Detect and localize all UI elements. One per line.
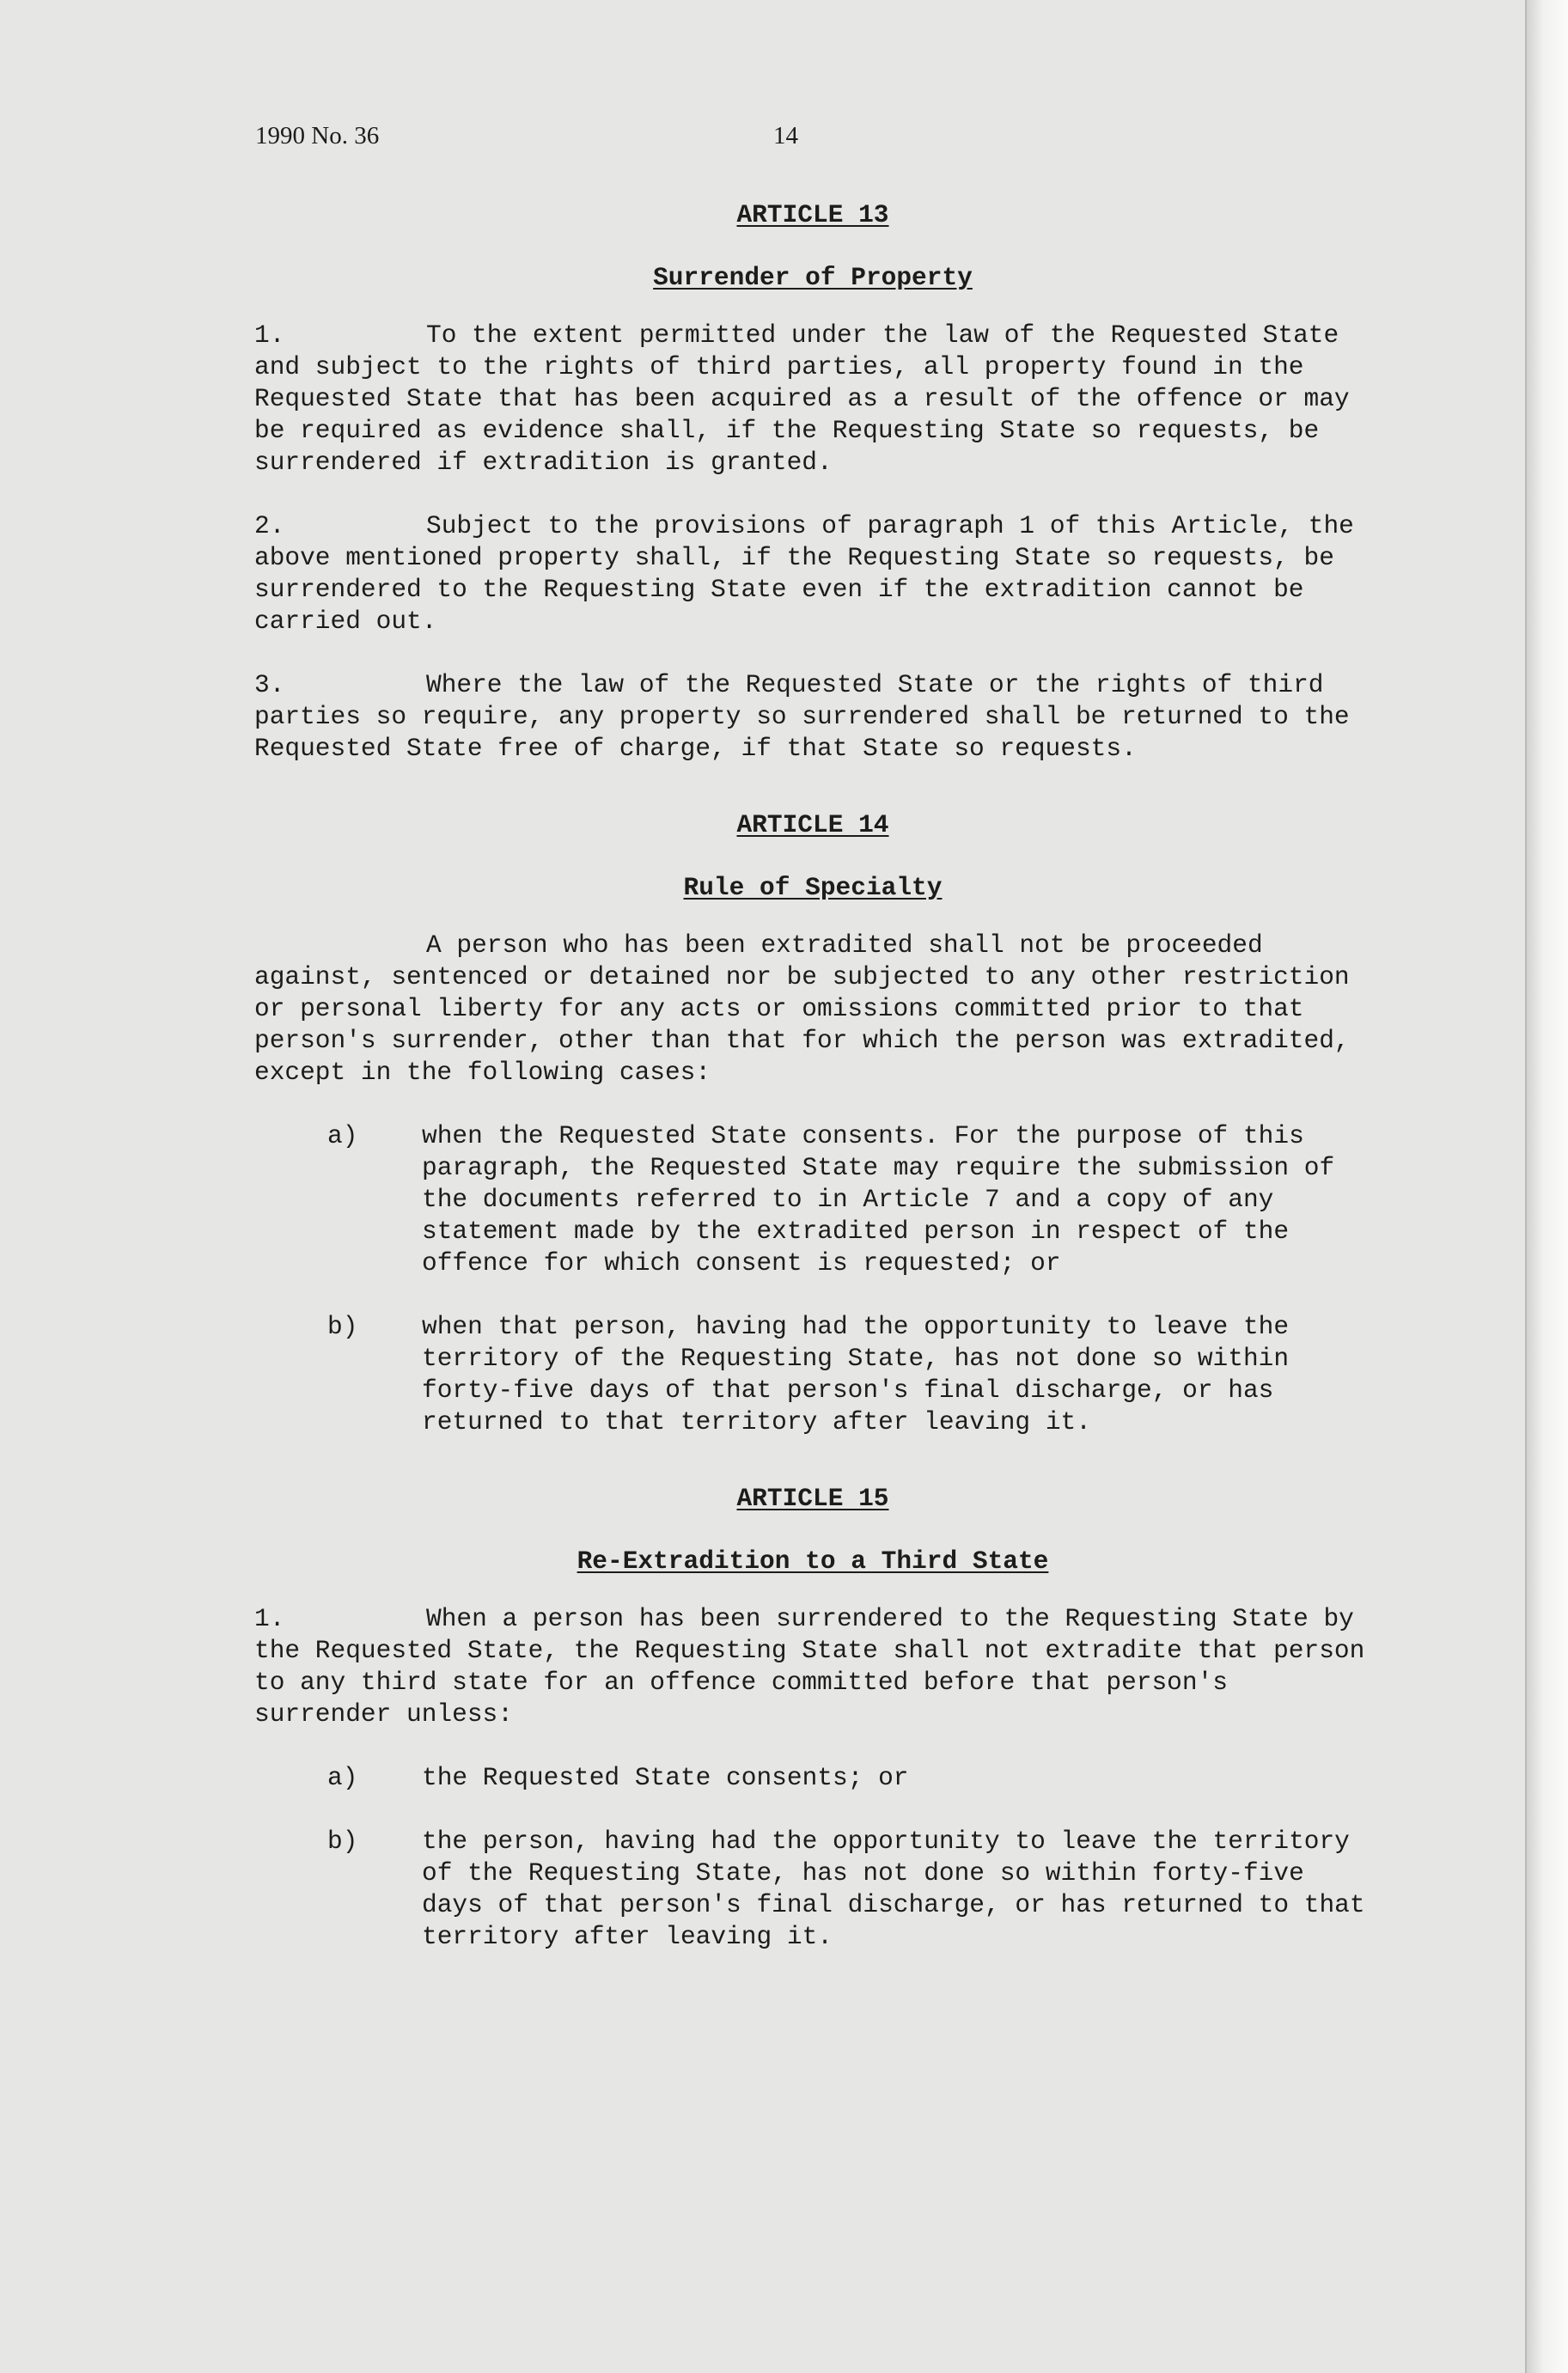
paragraph-number: 3. — [254, 670, 285, 699]
publication-reference: 1990 No. 36 — [255, 122, 380, 149]
article-13-title: Surrender of Property — [653, 263, 973, 292]
article-13-paragraph-3 — [254, 669, 1371, 765]
item-label: a) — [327, 1763, 358, 1792]
paragraph-number: 1. — [254, 1604, 285, 1633]
item-text: the person, having had the opportunity to leave the territory of the Requesting State, has not done so within forty-five days of that person's final discharge, or has returned to that territory after leaving it. — [422, 1827, 1365, 1951]
page-number: 14 — [773, 122, 798, 149]
article-14-item-b — [254, 1311, 1371, 1438]
paragraph-text: Subject to the provisions of paragraph 1 of this Article, the above mentioned property shall, if the Requesting State so requests, be surrendered to the Requesting State even if the extradition cannot be carried out. — [254, 511, 1354, 636]
article-14-item-a — [254, 1120, 1371, 1279]
item-label: b) — [327, 1312, 358, 1341]
paragraph-number: 1. — [254, 320, 285, 350]
article-13-paragraph-1 — [254, 320, 1371, 479]
item-text: when the Requested State consents. For the purpose of this paragraph, the Requested State may require the submission of the documents referred to in Article 7 and a copy of any statement made by the extradited person in respect of the offence for which consent is requested; or — [422, 1121, 1335, 1278]
paragraph-text: To the extent permitted under the law of the Requested State and subject to the rights of third parties, all property found in the Requested State that has been acquired as a result of the offence or may be required as evidence shall, if the Requesting State so requests, be surrendered if extradition is granted. — [254, 320, 1350, 477]
article-15-paragraph-1 — [254, 1603, 1371, 1730]
paragraph-text: Where the law of the Requested State or the rights of third parties so require, any property so surrendered shall be returned to the Requested State free of charge, if that State so requests. — [254, 670, 1350, 763]
item-label: a) — [327, 1121, 358, 1150]
article-15-number: ARTICLE 15 — [736, 1484, 889, 1513]
article-15-item-b — [254, 1826, 1371, 1953]
article-13-paragraph-2 — [254, 510, 1371, 637]
article-15 — [254, 1483, 1371, 1953]
paragraph-text: When a person has been surrendered to the Requesting State by the Requested State, the Requesting State shall not extradite that person to any third state for an offence committed before that person's surrender unless: — [254, 1604, 1365, 1729]
article-13-number: ARTICLE 13 — [736, 200, 889, 229]
paragraph-number: 2. — [254, 511, 285, 540]
document-body — [254, 199, 1371, 1985]
item-label: b) — [327, 1827, 358, 1856]
article-13 — [254, 199, 1371, 765]
article-15-title: Re-Extradition to a Third State — [577, 1546, 1049, 1576]
article-14-intro: A person who has been extradited shall not be proceeded against, sentenced or detained nor be subjected to any other restriction or personal liberty for any acts or omissions committed prior to that person's surrender, other than that for which the person was extradited, except in the following cases: — [254, 930, 1350, 1087]
article-15-item-a — [254, 1762, 1371, 1794]
item-text: the Requested State consents; or — [422, 1763, 909, 1792]
article-14-number: ARTICLE 14 — [736, 810, 889, 839]
article-14 — [254, 809, 1371, 1438]
page-edge-shadow — [1525, 0, 1568, 2373]
article-14-title: Rule of Specialty — [683, 873, 943, 902]
item-text: when that person, having had the opportunity to leave the territory of the Requesting State, has not done so within forty-five days of that person's final discharge, or has returned to that territory after leaving it. — [422, 1312, 1290, 1437]
